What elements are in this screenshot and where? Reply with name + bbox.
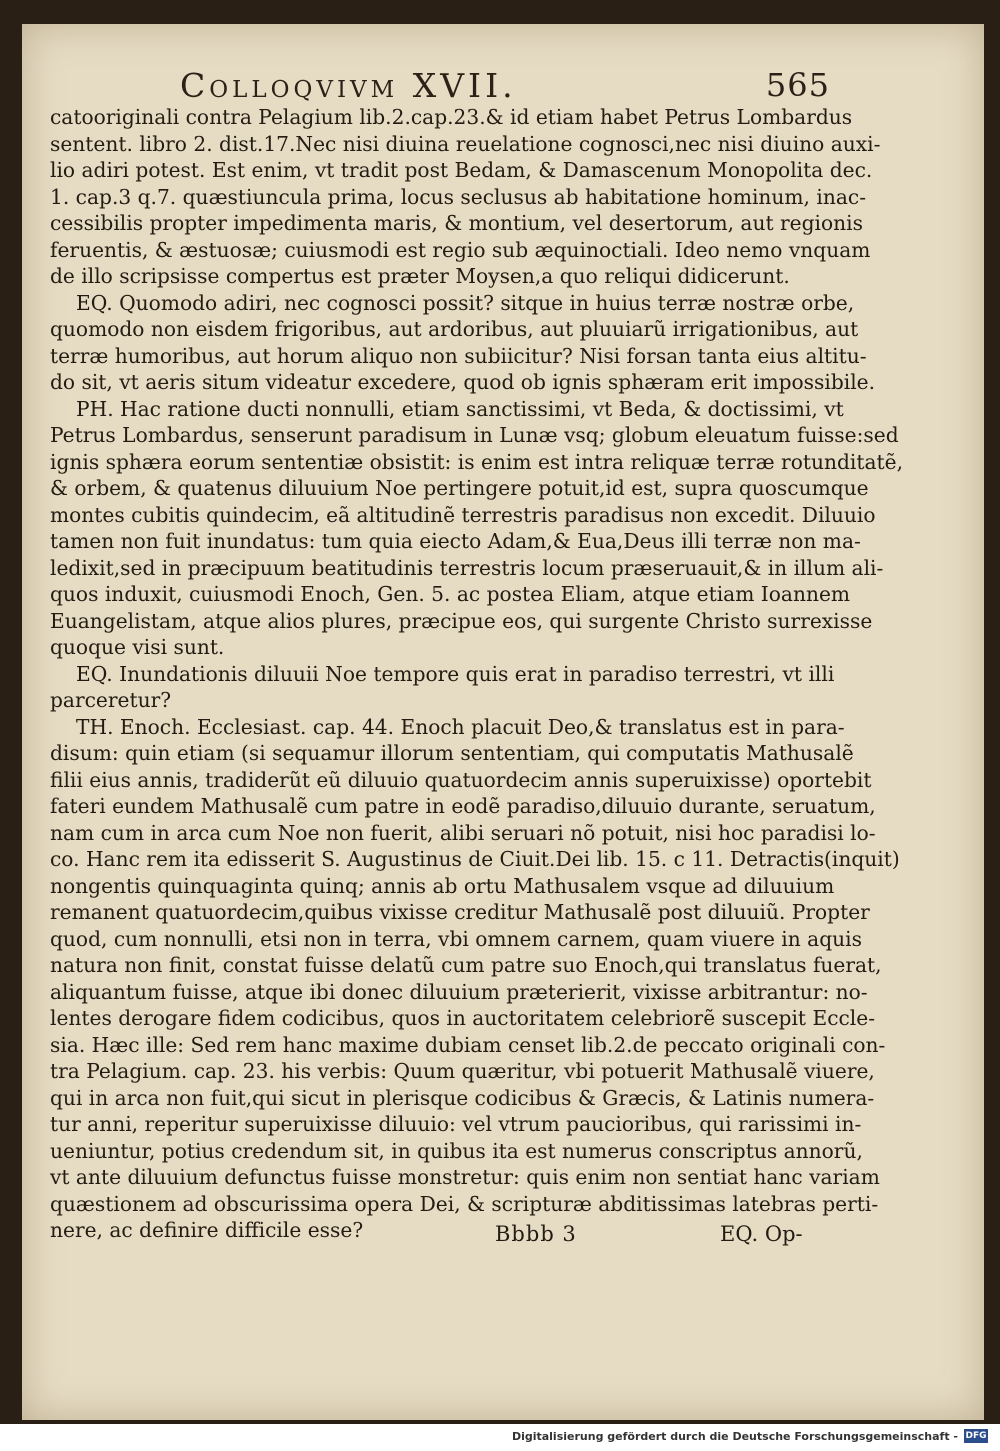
text-line: nongentis quinquaginta quinq; annis ab ortu Mathusalem vsque ad diluuium xyxy=(50,873,835,898)
text-line: nam cum in arca cum Noe non fuerit, alibi seruari nõ potuit, nisi hoc paradisi lo- xyxy=(50,820,876,845)
text-line: nere, ac definire difficile esse? xyxy=(50,1218,364,1242)
text-line: Euangelistam, atque alios plures, præcipue eos, qui surgente Christo surrexisse xyxy=(50,608,873,633)
text-line: remanent quatuordecim,quibus vixisse creditur Mathusalẽ post diluuiũ. Propter xyxy=(50,900,870,924)
text-line: Petrus Lombardus, senserunt paradisum in Lunæ vsq; globum eleuatum fuisse:sed xyxy=(50,423,899,447)
attribution-bar xyxy=(0,1424,1000,1451)
text-line: aliquantum fuisse, atque ibi donec diluuium præterierit, vixisse arbitrantur: no- xyxy=(50,979,868,1004)
catchword: EQ. Op- xyxy=(720,1222,803,1246)
attribution-text: Digitalisierung gefördert durch die Deutsche Forschungsgemeinschaft - xyxy=(511,1430,958,1443)
text-line: filii eius annis, tradiderũt eũ diluuio quatuordecim annis superuixisse) oportebit xyxy=(50,767,872,792)
text-line: parceretur? xyxy=(50,688,172,712)
text-line: quoque visi sunt. xyxy=(50,635,225,659)
text-line: PH. Hac ratione ducti nonnulli, etiam sanctissimi, vt Beda, & doctissimi, vt xyxy=(76,396,844,421)
text-line: quomodo non eisdem frigoribus, aut ardoribus, aut pluuiarũ irrigationibus, aut xyxy=(50,317,859,341)
text-line: montes cubitis quindecim, eã altitudinẽ terrestris paradisus non excedit. Diluuio xyxy=(50,502,876,527)
text-line: TH. Enoch. Ecclesiast. cap. 44. Enoch placuit Deo,& translatus est in para- xyxy=(76,714,845,739)
text-line: tur anni, reperitur superuixisse diluuio: vel vtrum paucioribus, qui rarissimi in- xyxy=(50,1112,862,1136)
text-line: ueniuntur, potius credendum sit, in quibus ita est numerus conscriptus annorũ, xyxy=(50,1138,863,1163)
text-line: fateri eundem Mathusalẽ cum patre in eodẽ paradiso,diluuio durante, seruatum, xyxy=(50,794,876,818)
dfg-logo: DFG xyxy=(965,1431,987,1441)
text-line: ignis sphæra eorum sententiæ obsistit: is enim est intra reliquæ terræ rotunditatẽ, xyxy=(50,449,903,474)
text-line: lentes derogare fidem codicibus, quos in auctoritatem celebriorẽ suscepit Eccle- xyxy=(50,1006,876,1030)
text-line: ledixit,sed in præcipuum beatitudinis terrestris locum præseruauit,& in illum ali- xyxy=(50,555,884,580)
text-line: sia. Hæc ille: Sed rem hanc maxime dubiam censet lib.2.de peccato originali con- xyxy=(50,1032,886,1057)
page-header xyxy=(180,66,830,106)
text-line: EQ. Quomodo adiri, nec cognosci possit? sitque in huius terræ nostræ orbe, xyxy=(76,290,855,315)
text-line: vt ante diluuium defunctus fuisse monstretur: quis enim non sentiat hanc variam xyxy=(50,1165,880,1189)
text-line: co. Hanc rem ita edisserit S. Augustinus de Ciuit.Dei lib. 15. c 11. Detractis(inquit) xyxy=(50,847,900,871)
text-line: lio adiri potest. Est enim, vt tradit post Bedam, & Damascenum Monopolita dec. xyxy=(50,158,873,182)
text-line: feruentis, & æstuosæ; cuiusmodi est regio sub æquinoctiali. Ideo nemo vnquam xyxy=(50,237,871,262)
text-line: tamen non fuit inundatus: tum quia eiecto Adam,& Eua,Deus illi terræ non ma- xyxy=(50,529,861,553)
text-line: & orbem, & quatenus diluuium Noe pertingere potuit,id est, supra quoscumque xyxy=(50,476,869,500)
text-line: qui in arca non fuit,qui sicut in plerisque codicibus & Græcis, & Latinis numera- xyxy=(50,1085,875,1110)
text-line: disum: quin etiam (si sequamur illorum sententiam, qui computatis Mathusalẽ xyxy=(50,741,854,765)
text-line: cessibilis propter impedimenta maris, & montium, vel desertorum, aut regionis xyxy=(50,211,863,235)
signature-mark: Bbbb 3 xyxy=(495,1222,577,1246)
text-line: quod, cum nonnulli, etsi non in terra, vbi omnem carnem, quam viuere in aquis xyxy=(50,926,862,951)
body-text xyxy=(50,104,903,1244)
text-line: EQ. Inundationis diluuii Noe tempore quis erat in paradiso terrestri, vt illi xyxy=(76,661,835,686)
text-line: sentent. libro 2. dist.17.Nec nisi diuina reuelatione cognosci,nec nisi diuino auxi- xyxy=(50,131,881,156)
text-line: quos induxit, cuiusmodi Enoch, Gen. 5. ac postea Eliam, atque etiam Ioannem xyxy=(50,582,851,606)
text-line: do sit, vt aeris situm videatur excedere, quod ob ignis sphæram erit impossibile. xyxy=(50,370,876,394)
text-line: de illo scripsisse compertus est præter Moysen,a quo reliqui didicerunt. xyxy=(50,264,790,288)
text-line: tra Pelagium. cap. 23. his verbis: Quum quæritur, vbi potuerit Mathusalẽ viuere, xyxy=(50,1059,875,1083)
text-line: quæstionem ad obscurissima opera Dei, & scripturæ abditissimas latebras perti- xyxy=(50,1191,879,1216)
running-title: Colloqvivm XVII. xyxy=(180,66,517,105)
page-footer xyxy=(0,1222,1000,1256)
text-line: natura non finit, constat fuisse delatũ cum patre suo Enoch,qui translatus fuerat, xyxy=(50,953,882,977)
text-line: 1. cap.3 q.7. quæstiuncula prima, locus seclusus ab habitatione hominum, inac- xyxy=(50,184,867,209)
text-line: catooriginali contra Pelagium lib.2.cap.23.& id etiam habet Petrus Lombardus xyxy=(50,105,853,129)
page-number: 565 xyxy=(765,66,830,104)
text-line: terræ humoribus, aut horum aliquo non subiicitur? Nisi forsan tanta eius altitu- xyxy=(50,343,867,368)
